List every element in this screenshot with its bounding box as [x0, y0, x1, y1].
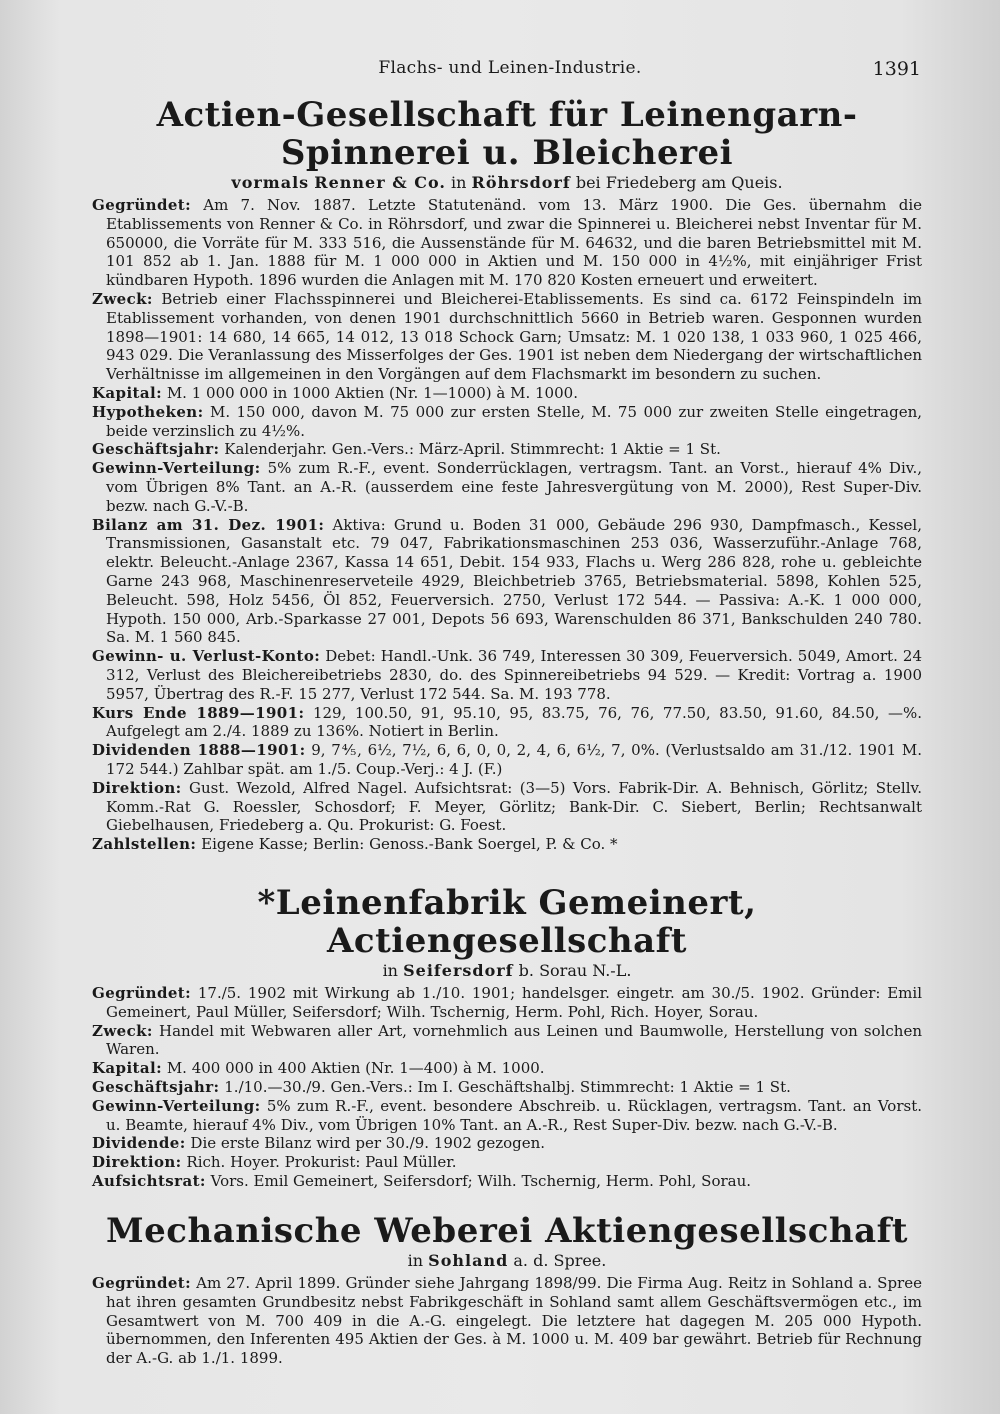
entry-zweck: [92, 290, 922, 384]
entry-list: [92, 1274, 922, 1368]
company-title: Mechanische Weberei Aktiengesellschaft: [106, 1211, 908, 1251]
entry-label: Direktion:: [92, 1153, 182, 1172]
entry-text: Betrieb einer Flachsspinnerei und Bleicherei-Etablissements. Es sind ca. 6172 Feinspindeln im Etablissement vorhanden, von denen 1901 durchschnittlich 5660 in Betrieb waren. Gesponnen wurden 1898—1901: 14 680, 14 665, 14 012, 13 018 Schock Garn; Umsatz: M. 1 020 138, 1 033 960, 1 025 466, 943 029. Die Veranlassung des Misserfolges der Ges. 1901 ist neben dem Niedergang der wirtschaftlichen Verhältnisse im allgemeinen in den Vorgängen auf dem Flachsmarkt im besondern zu suchen.: [106, 289, 922, 384]
entry-text: Handel mit Webwaren aller Art, vornehmlich aus Leinen und Baumwolle, Herstellung von solchen Waren.: [106, 1021, 922, 1059]
entry-label: Gewinn- u. Verlust-Konto:: [92, 647, 321, 666]
company-title: Actien-Gesellschaft für Leinengarn-Spinnerei u. Bleicherei: [156, 95, 858, 173]
company-subtitle: [92, 960, 922, 982]
subtitle-prefix: vormals: [231, 173, 310, 192]
entry-text: M. 1 000 000 in 1000 Aktien (Nr. 1—1000) à M. 1000.: [166, 383, 578, 402]
entry-text: Am 27. April 1899. Gründer siehe Jahrgang 1898/99. Die Firma Aug. Reitz in Sohland a. Spree hat ihren gesamten Grundbesitz nebst Fabrikgeschäft in Sohland samt allem Geschäftsvermögen etc., im Gesamtwert von M. 700 409 in die A.-G. eingelegt. Die letztere hat dagegen M. 205 000 Hypoth. übernommen, den Inferenten 495 Aktien der Ges. à M. 1000 u. M. 409 bar gewährt. Betrieb für Rechnung der A.-G. ab 1./1. 1899.: [106, 1274, 922, 1368]
subtitle-suffix: bei Friedeberg am Queis.: [575, 173, 783, 192]
entry-text: Gust. Wezold, Alfred Nagel. Aufsichtsrat: (3—5) Vors. Fabrik-Dir. A. Behnisch, Görlitz; Stellv. Komm.-Rat G. Roessler, Schosdorf; F. Meyer, Görlitz; Bank-Dir. C. Siebert, Berlin; Rechtsanwalt Giebelhausen, Friedeberg a. Qu. Prokurist: G. Foest.: [106, 778, 922, 835]
company-entry: [92, 884, 922, 1191]
company-entry: [92, 1212, 922, 1368]
entry-geschaeftsjahr: [92, 440, 922, 459]
entry-label: Geschäftsjahr:: [92, 440, 220, 459]
entry-zahlstellen: [92, 835, 922, 854]
company-subtitle: [92, 1250, 922, 1272]
subtitle-prefix: in: [407, 1251, 424, 1270]
entry-list: [92, 196, 922, 854]
entry-text: 129, 100.50, 91, 95.10, 95, 83.75, 76, 76, 77.50, 83.50, 91.60, 84.50, —%. Aufgelegt am 2./4. 1889 zu 136%. Notiert in Berlin.: [106, 703, 922, 741]
entry-gegruendet: [92, 984, 922, 1022]
entry-label: Kurs Ende 1889—1901:: [92, 703, 305, 722]
entry-direktion: [92, 1153, 922, 1172]
entry-text: 5% zum R.-F., event. Sonderrücklagen, vertragsm. Tant. an Vorst., hierauf 4% Div., vom Übrigen 8% Tant. an A.-R. (ausserdem eine feste Jahresvergütung von M. 2000), Rest Super-Div. bezw. nach G.-V.-B.: [106, 459, 922, 515]
entry-text: 5% zum R.-F., event. besondere Abschreib. u. Rücklagen, vertragsm. Tant. an Vorst. u. Beamte, hierauf 4% Div., vom Übrigen 10% Tant. an A.-R., Rest Super-Div. bezw. nach G.-V.-B.: [106, 1096, 922, 1134]
entry-zweck: [92, 1022, 922, 1060]
entry-text: Aktiva: Grund u. Boden 31 000, Gebäude 296 930, Dampfmasch., Kessel, Transmissionen, Gasanstalt etc. 79 047, Fabrikationsmaschinen 253 036, Wasserzuführ.-Anlage 768, elektr. Beleucht.-Anlage 2367, Kassa 14 651, Debit. 154 933, Flachs u. Werg 286 828, rohe u. gebleichte Garne 243 968, Maschinenreserveteile 4929, Bleichbetrieb 3765, Betriebsmaterial. 5898, Kohlen 525, Beleucht. 598, Holz 5456, Öl 852, Feuerversich. 2750, Verlust 172 544. — Passiva: A.-K. 1 000 000, Hypoth. 150 000, Arb.-Sparkasse 27 001, Depots 56 693, Warenschulden 86 371, Bankschulden 240 780. Sa. M. 1 560 845.: [106, 515, 922, 647]
entry-label: Dividende:: [92, 1134, 186, 1153]
subtitle-place: Seifersdorf: [403, 961, 514, 980]
entry-text: M. 150 000, davon M. 75 000 zur ersten Stelle, M. 75 000 zur zweiten Stelle eingetragen, beide verzinslich zu 4½%.: [106, 402, 922, 440]
company-entry: [92, 96, 922, 854]
subtitle-mid: in: [451, 173, 467, 192]
entry-text: M. 400 000 in 400 Aktien (Nr. 1—400) à M. 1000.: [166, 1059, 545, 1078]
entry-text: 9, 7⅘, 6½, 7½, 6, 6, 0, 0, 2, 4, 6, 6½, 7, 0%. (Verlustsaldo am 31./12. 1901 M. 172 544.) Zahlbar spät. am 1./5. Coup.-Verj.: 4 J. (F.): [106, 741, 922, 778]
entry-label: Hypotheken:: [92, 402, 204, 421]
entry-label: Direktion:: [92, 778, 182, 797]
entry-text: 1./10.—30./9. Gen.-Vers.: Im I. Geschäftshalbj. Stimmrecht: 1 Aktie = 1 St.: [224, 1077, 791, 1096]
section-title: Flachs- und Leinen-Industrie.: [378, 58, 642, 78]
entry-text: Debet: Handl.-Unk. 36 749, Interessen 30 309, Feuerversich. 5049, Amort. 24 312, Verlust des Bleichereibetriebs 2830, do. des Spinnereibetriebs 94 529. — Kredit: Vortrag a. 1900 5957, Übertrag des R.-F. 15 277, Verlust 172 544. Sa. M. 193 778.: [106, 647, 922, 703]
entry-gewinn-verteilung: [92, 1097, 922, 1135]
entry-label: Kapital:: [92, 1059, 163, 1078]
entry-gewinn-verteilung: [92, 459, 922, 515]
entry-label: Gewinn-Verteilung:: [92, 1096, 261, 1115]
subtitle-suffix: b. Sorau N.-L.: [518, 961, 632, 980]
entry-text: Am 7. Nov. 1887. Letzte Statutenänd. vom 13. März 1900. Die Ges. übernahm die Etablissements von Renner & Co. in Röhrsdorf, und zwar die Spinnerei u. Bleicherei nebst Inventar für M. 650000, die Vorräte für M. 333 516, die Aussenstände für M. 64632, und die baren Betriebsmittel mit M. 101 852 ab 1. Jan. 1888 für M. 1 000 000 in Aktien und M. 150 000 in 4½%, mit einjähriger Frist kündbaren Hypoth. 1896 wurden die Anlagen mit M. 170 820 Kosten erneuert und erweitert.: [106, 196, 923, 290]
entry-gewinn-verlust-konto: [92, 647, 922, 703]
entry-hypotheken: [92, 403, 922, 441]
entry-dividenden: [92, 741, 922, 779]
entry-label: Gegründet:: [92, 196, 192, 214]
subtitle-firm: Renner & Co.: [314, 173, 446, 192]
entry-text: 17./5. 1902 mit Wirkung ab 1./10. 1901; handelsger. eingetr. am 30./5. 1902. Gründer: Emil Gemeinert, Paul Müller, Seifersdorf; Wilh. Tschernig, Herm. Pohl, Rich. Hoyer, Sorau.: [106, 984, 923, 1021]
entry-label: Zahlstellen:: [92, 835, 197, 854]
subtitle-place: Sohland: [428, 1251, 509, 1270]
entry-text: Rich. Hoyer. Prokurist: Paul Müller.: [186, 1153, 457, 1172]
entry-direktion: [92, 779, 922, 835]
entry-label: Kapital:: [92, 383, 163, 402]
entry-label: Zweck:: [92, 1021, 153, 1040]
entry-label: Gegründet:: [92, 984, 192, 1002]
entry-label: Dividenden 1888—1901:: [92, 741, 306, 760]
entry-bilanz: [92, 516, 922, 648]
entry-label: Gegründet:: [92, 1274, 192, 1292]
entry-list: [92, 984, 922, 1191]
entry-label: Geschäftsjahr:: [92, 1077, 220, 1096]
entry-gegruendet: [92, 196, 922, 290]
subtitle-prefix: in: [382, 961, 398, 980]
page-header: [95, 58, 925, 86]
entry-aufsichtsrat: [92, 1172, 922, 1191]
company-subtitle: [92, 172, 922, 194]
entry-geschaeftsjahr: [92, 1078, 922, 1097]
entry-label: Zweck:: [92, 289, 153, 308]
entry-label: Gewinn-Verteilung:: [92, 459, 261, 478]
company-title: *Leinenfabrik Gemeinert, Actiengesellschaft: [257, 883, 757, 961]
entry-text: Eigene Kasse; Berlin: Genoss.-Bank Soergel, P. & Co. *: [201, 835, 618, 854]
entry-gegruendet: [92, 1274, 922, 1368]
subtitle-suffix: a. d. Spree.: [513, 1251, 607, 1270]
entry-label: Bilanz am 31. Dez. 1901:: [92, 515, 325, 534]
entry-kurs: [92, 704, 922, 742]
entry-text: Kalenderjahr. Gen.-Vers.: März-April. Stimmrecht: 1 Aktie = 1 St.: [224, 440, 721, 459]
entry-text: Vors. Emil Gemeinert, Seifersdorf; Wilh. Tschernig, Herm. Pohl, Sorau.: [210, 1171, 752, 1190]
subtitle-place: Röhrsdorf: [471, 173, 571, 192]
page-number: 1391: [872, 58, 921, 80]
entry-text: Die erste Bilanz wird per 30./9. 1902 gezogen.: [190, 1134, 546, 1153]
entry-label: Aufsichtsrat:: [92, 1171, 206, 1190]
entry-kapital: [92, 384, 922, 403]
entry-kapital: [92, 1059, 922, 1078]
entry-dividende: [92, 1134, 922, 1153]
